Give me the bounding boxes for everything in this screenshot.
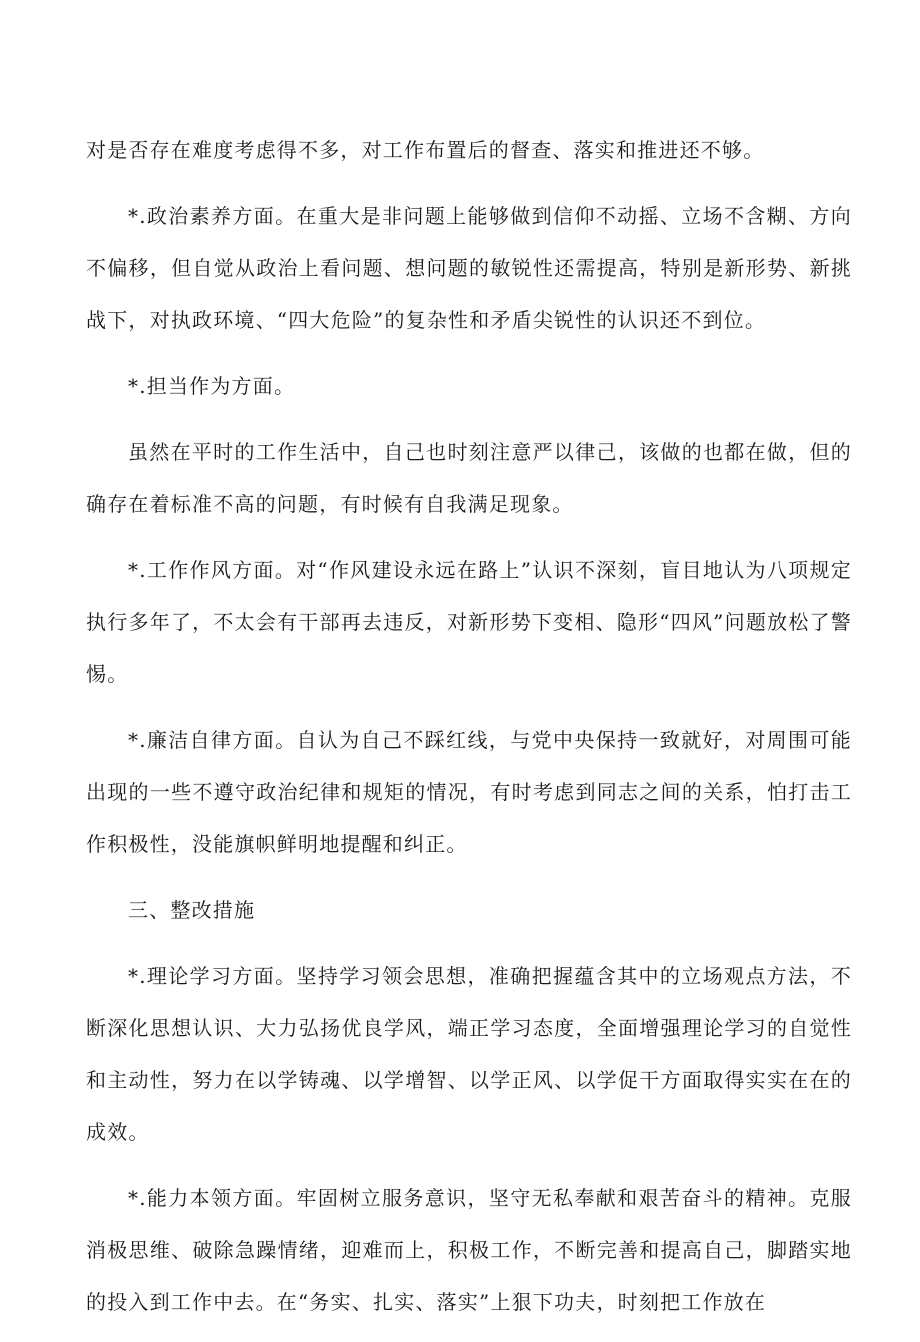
paragraph-political-quality: *.政治素养方面。在重大是非问题上能够做到信仰不动摇、立场不含糊、方向不偏移，但自觉从政治上看问题、想问题的敏锐性还需提高，特别是新形势、新挑战下，对执政环境、“四大危险”的复杂性和矛盾尖锐性的认识还不到位。 <box>86 204 852 332</box>
document-body <box>86 124 852 1342</box>
section-heading-rectification: 三、整改措施 <box>128 898 256 922</box>
paragraph-integrity: *.廉洁自律方面。自认为自己不踩红线，与党中央保持一致就好，对周围可能出现的一些不遵守政治纪律和规矩的情况，有时考虑到同志之间的关系，怕打击工作积极性，没能旗帜鲜明地提醒和纠正。 <box>86 728 852 856</box>
paragraph-continuation: 对是否存在难度考虑得不多，对工作布置后的督查、落实和推进还不够。 <box>86 138 765 162</box>
paragraph-work-style: *.工作作风方面。对“作风建设永远在路上”认识不深刻，盲目地认为八项规定执行多年了，不太会有干部再去违反，对新形势下变相、隐形“四风”问题放松了警惕。 <box>86 558 852 686</box>
paragraph-responsibility-body: 虽然在平时的工作生活中，自己也时刻注意严以律己，该做的也都在做，但的确存在着标准不高的问题，有时候有自我满足现象。 <box>86 440 852 516</box>
paragraph-responsibility-heading: *.担当作为方面。 <box>128 374 296 398</box>
paragraph-theory-study: *.理论学习方面。坚持学习领会思想，准确把握蕴含其中的立场观点方法，不断深化思想认识、大力弘扬优良学风，端正学习态度，全面增强理论学习的自觉性和主动性，努力在以学铸魂、以学增智、以学正风、以学促干方面取得实实在在的成效。 <box>86 964 852 1144</box>
paragraph-ability: *.能力本领方面。牢固树立服务意识，坚守无私奉献和艰苦奋斗的精神。克服消极思维、破除急躁情绪，迎难而上，积极工作，不断完善和提高自己，脚踏实地的投入到工作中去。在“务实、扎实、落实”上狠下功夫，时刻把工作放在 <box>86 1186 852 1314</box>
